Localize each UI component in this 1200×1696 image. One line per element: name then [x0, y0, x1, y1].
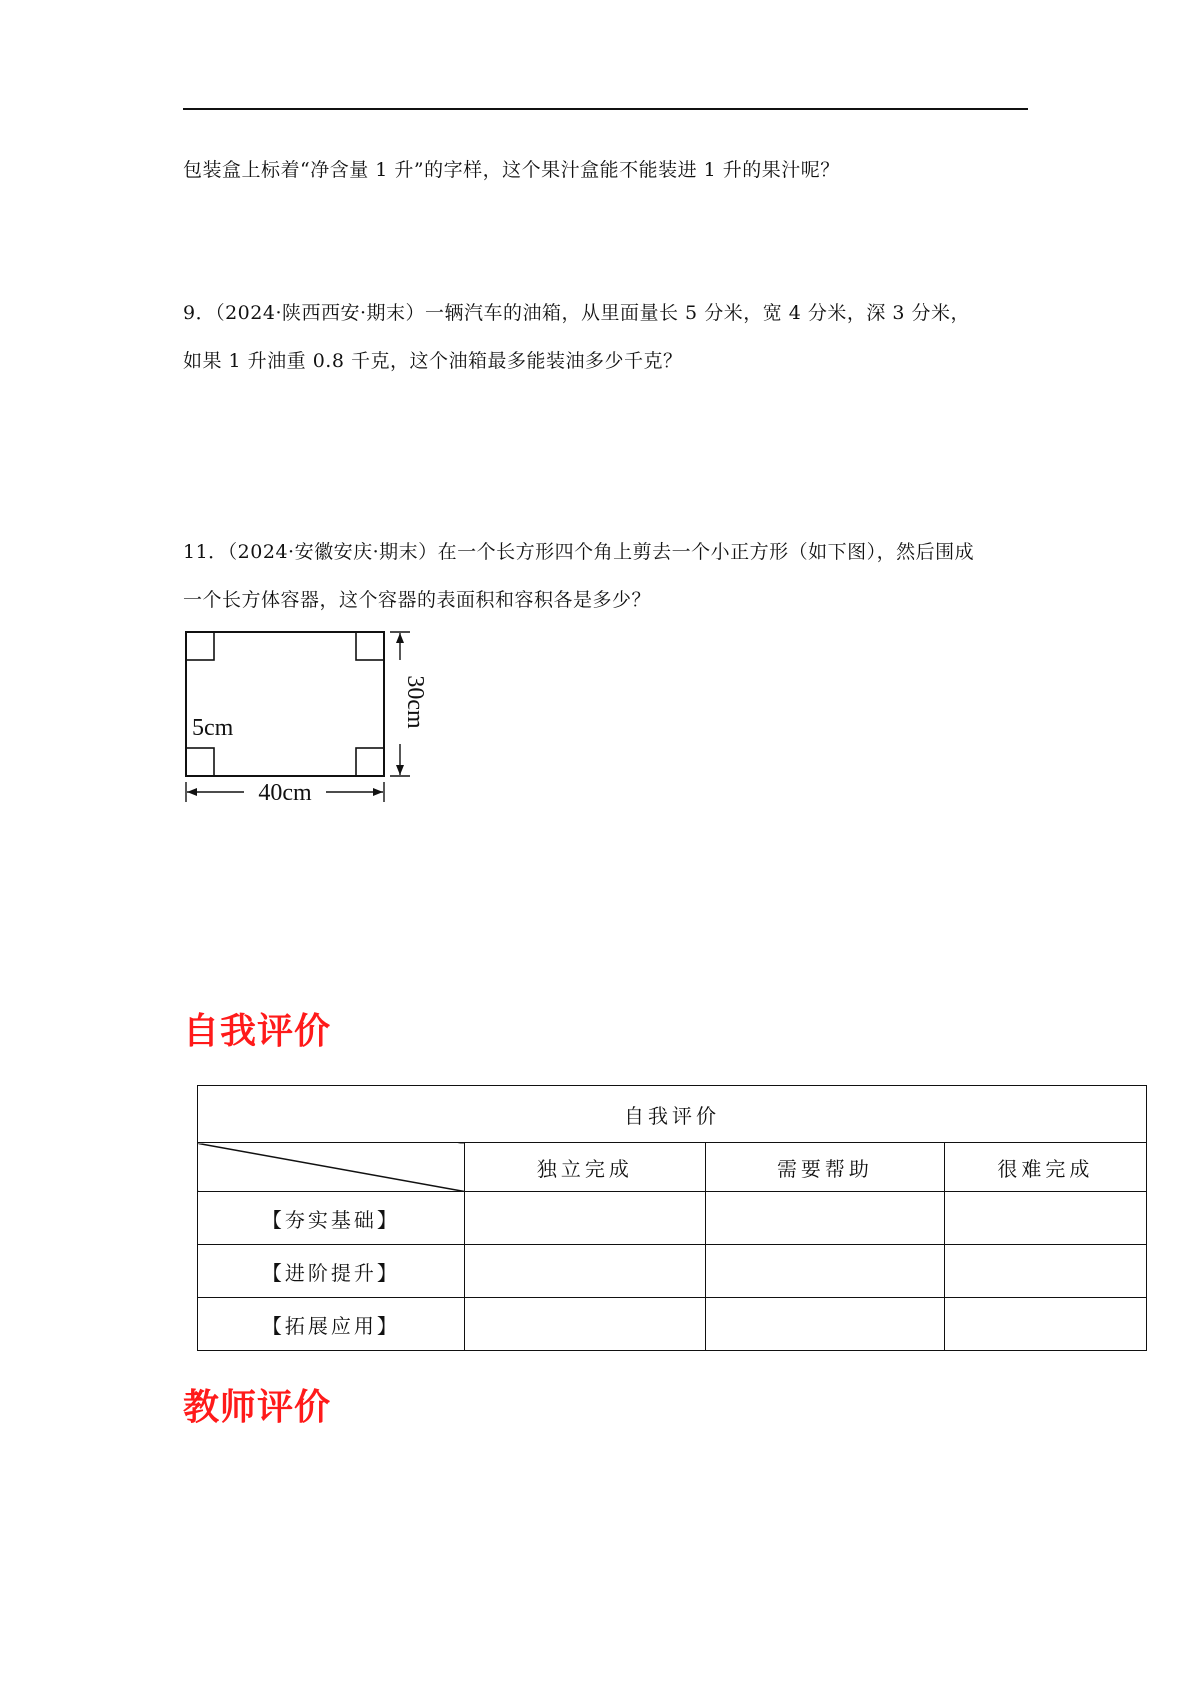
eval-cell[interactable]: [464, 1298, 706, 1351]
rectangle-figure: [178, 624, 428, 809]
rectangle-outline: [186, 632, 384, 776]
question-line: 如果 1 升油重 0.8 千克，这个油箱最多能装油多少千克？: [183, 350, 683, 372]
height-label: 30cm: [402, 675, 428, 729]
eval-cell[interactable]: [944, 1245, 1146, 1298]
corner-square: [186, 632, 214, 660]
question-9: [183, 301, 970, 373]
question-line: 一个长方体容器，这个容器的表面积和容积各是多少？: [183, 589, 652, 611]
eval-cell[interactable]: [706, 1192, 945, 1245]
eval-cell[interactable]: [706, 1298, 945, 1351]
diagonal-header-cell: [198, 1143, 465, 1192]
row-label: 【拓展应用】: [198, 1298, 465, 1351]
eval-cell[interactable]: [464, 1245, 706, 1298]
eval-cell[interactable]: [944, 1298, 1146, 1351]
corner-square: [186, 748, 214, 776]
row-label: 【进阶提升】: [198, 1245, 465, 1298]
question-8-tail: [183, 158, 840, 182]
eval-cell[interactable]: [464, 1192, 706, 1245]
eval-cell[interactable]: [706, 1245, 945, 1298]
column-header: 需要帮助: [706, 1143, 945, 1192]
row-label: 【夯实基础】: [198, 1192, 465, 1245]
corner-size-label: 5cm: [192, 715, 234, 741]
self-eval-table: [197, 1085, 1147, 1351]
arrowhead: [187, 788, 197, 796]
question-line: 11．（2024·安徽安庆·期末）在一个长方形四个角上剪去一个小正方形（如下图），然后围成: [183, 541, 975, 563]
corner-square: [356, 632, 384, 660]
table-title: 自我评价: [198, 1086, 1147, 1143]
self-eval-heading: 自我评价: [183, 1011, 332, 1052]
table-row: [198, 1245, 1147, 1298]
arrowhead: [373, 788, 383, 796]
header-rule: [183, 108, 1028, 110]
arrowhead: [396, 765, 404, 775]
width-label: 40cm: [258, 780, 312, 806]
column-header: 独立完成: [464, 1143, 706, 1192]
table-row: [198, 1298, 1147, 1351]
column-header: 很难完成: [944, 1143, 1146, 1192]
table-row: [198, 1192, 1147, 1245]
arrowhead: [396, 633, 404, 643]
question-line: 包装盒上标着“净含量 1 升”的字样，这个果汁盒能不能装进 1 升的果汁呢？: [183, 159, 840, 181]
question-11: [183, 540, 974, 612]
question-line: 9．（2024·陕西西安·期末）一辆汽车的油箱，从里面量长 5 分米，宽 4 分米，深 3 分米，: [183, 302, 971, 324]
teacher-eval-heading: 教师评价: [183, 1387, 332, 1428]
eval-cell[interactable]: [944, 1192, 1146, 1245]
corner-square: [356, 748, 384, 776]
